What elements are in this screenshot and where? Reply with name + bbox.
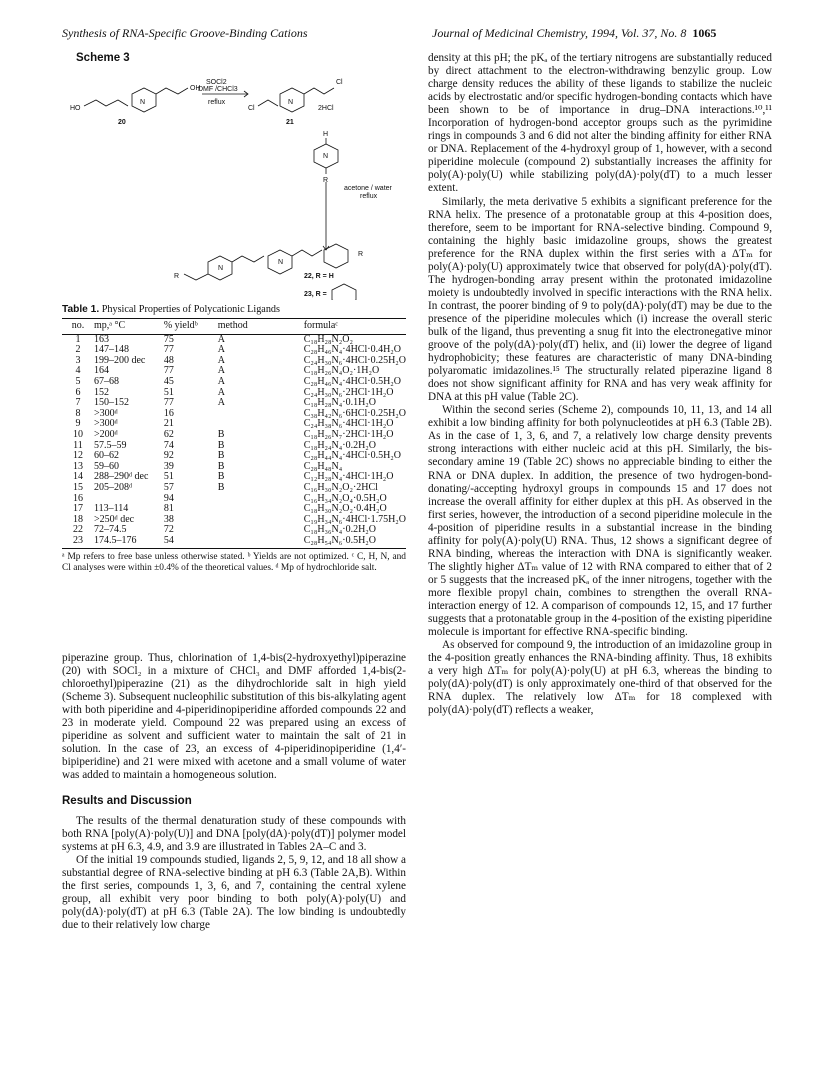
cell-method: B (217, 450, 225, 462)
properties-table (62, 318, 406, 549)
cell-method (218, 419, 274, 430)
cell-formula: C₂₄H₃₀N₆·4HCl·0.25H₂O (303, 354, 406, 366)
cell-formula: C₁₆H₃₄N₂O₄·0.5H₂O (303, 492, 387, 504)
cell-formula: C₁₂H₂₈N₄·4HCl·1H₂O (303, 471, 394, 483)
ho-label: HO (70, 105, 81, 112)
compound-21-label: 21 (286, 119, 294, 126)
compound-20-label: 20 (118, 119, 126, 126)
cell-mp: 113–114 (93, 503, 129, 515)
cell-method: A (217, 386, 225, 398)
cell-yield: 72 (163, 524, 174, 536)
cl-label-right: Cl (336, 79, 343, 86)
cell-no: 22 (72, 524, 83, 536)
cell-no: 15 (72, 481, 83, 493)
col-header-formula: formulaᶜ (274, 319, 406, 335)
cell-mp: 150–152 (93, 397, 129, 409)
cell-method: B (217, 428, 225, 440)
section-heading: Results and Discussion (62, 795, 192, 808)
cell-formula: C₂₄H₃₀N₆·2HCl·1H₂O (303, 386, 394, 398)
cell-no: 23 (62, 536, 94, 549)
n-label-20a: N (140, 99, 146, 106)
cell-method: A (217, 365, 225, 377)
paragraph: The results of the thermal denaturation study of these compounds with both RNA [poly(A)·poly(U)] and DNA [poly(dA)·poly(dT)] polymer model systems at pH 6.3, 4.9, and 3.9 are illustrated in Tables 2A–C and 3. (62, 814, 406, 853)
cell-formula: C₂₈H₄₄N₄·4HCl·0.5H₂O (303, 450, 401, 462)
cell-yield: 74 (163, 439, 174, 451)
reagent-dmf-chcl3: DMF /CHCl3 (198, 86, 238, 93)
cell-formula: C₁₈H₂₆N₄O₂·1H₂O (303, 365, 380, 377)
col-header-mp: mp,ᵃ °C (94, 319, 164, 335)
cell-formula: C₁₈H₂₈N₄·0.1H₂O (303, 397, 376, 409)
paragraph: As observed for compound 9, the introduction of an imidazoline group in the 4-position greatly enhances the RNA-binding affinity. Thus, 18 exhibits a very high ΔTₘ for poly(A)·poly(U) at pH 6.3, whereas the binding to poly(dA)·poly(dT) is only approximately one-third of that observed for the RNA duplex. The relatively low ΔTₘ for 18 complexed with poly(dA)·poly(dT) reflects a weaker, (428, 639, 772, 717)
table-body (62, 334, 406, 549)
table-title: Physical Properties of Polycationic Ligands (101, 304, 280, 315)
cell-formula: C₂₈H₄₆N₄·4HCl·0.4H₂O (303, 344, 401, 356)
paragraph: Within the second series (Scheme 2), compounds 10, 11, 13, and 14 all exhibit a low binding affinity for both polynucleotides at pH 6.3 (Table 2B). As in the case of 1, 3, 6, and 7, a relatively low charge density prevents strong interactions with either nucleic acid at this pH. Similarly, the bis-secondary amine 19 (Table 2C) shows no appreciable binding to either the RNA or DNA duplex. In addition, the presence of two hydrogen-bond-donating/-accepting hydroxyl groups in compounds 15 and 17 does not increase the overall affinity for either duplex at this pH. As observed in the first series, however, the introduction of a second piperidine molecule in the 4-position of piperidine results in a substantial increase in the binding affinity for poly(A)·poly(U) RNA. Thus, 12 shows a significant degree of RNA binding, whereas the interaction with DNA is significantly weaker. The slightly higher ΔTₘ value of 12 with RNA compared to either that of 2 or 5 suggests that the increased pKₐ of the inner nitrogens, together with the more flexible propyl chain, combines to strengthen the overall RNA-interaction energy of 12. A comparison of compounds 12, 15, and 17 further suggests that a protonatable group in the 4-position of the existing piperidine molecule is important for effective RNA-specific binding. (428, 404, 772, 639)
cell-no: 3 (75, 354, 81, 366)
cell-formula: C₁₆H₃₀N₂O₂·2HCl (303, 481, 378, 493)
scheme-title: Scheme 3 (76, 52, 130, 64)
cell-yield: 75 (163, 333, 174, 345)
cell-mp: 205–208ᵈ (93, 481, 133, 493)
cell-method: A (217, 375, 225, 387)
reagent-reflux-2: reflux (360, 193, 378, 200)
running-header-journal (432, 26, 716, 41)
col-header-yield: % yieldᵇ (164, 319, 218, 335)
cell-method: A (217, 397, 225, 409)
cell-method: A (217, 333, 225, 345)
cell-no: 7 (75, 397, 81, 409)
reagent-socl2: SOCl2 (206, 79, 227, 86)
cell-formula: C₁₈H₃₆N₄·0.2H₂O (303, 524, 376, 536)
n-label-reagent: N (323, 153, 329, 160)
cell-formula: C₂₄H₃₈N₆·4HCl·1H₂O (303, 418, 394, 430)
cell-mp: >300ᵈ (93, 407, 118, 419)
cell-no: 16 (72, 492, 83, 504)
paragraph: density at this pH; the pKₐ of the tertiary nitrogens are substantially reduced by direct attachment to the electron-withdrawing benzylic group. Low charge density reduces the ability of these ligands to stabilize the nucleic acids by electrostatic and/or specific hydrogen-bonding contacts which have been shown to be of importance in drug–DNA interactions.¹⁰,¹¹ Incorporation of hydrogen-bond acceptor groups such as the pyrimidine rings in compounds 3 and 6 did not alter the binding affinity for either RNA or DNA. Replacement of the 4-hydroxyl group of 1, however, with a second piperidine molecule (compound 2) substantially increases the affinity for poly(A)·poly(U) while stabilizing poly(dA)·poly(dT) to a much lesser extent. (428, 52, 772, 195)
cell-no: 13 (72, 460, 83, 472)
table-row (62, 536, 406, 549)
running-header-title: Synthesis of RNA-Specific Groove-Binding Cations (62, 26, 308, 40)
cell-yield: 48 (163, 354, 174, 366)
cell-no: 12 (72, 450, 83, 462)
cell-yield: 57 (163, 481, 174, 493)
table-header-row (62, 319, 406, 335)
left-column (62, 652, 406, 932)
cell-yield: 94 (163, 492, 174, 504)
table-caption (62, 304, 406, 315)
cell-mp: 164 (93, 365, 109, 377)
salt-label: 2HCl (318, 105, 334, 112)
cell-formula: C₂₈H₄₈N₄ (303, 460, 343, 472)
cell-method (218, 494, 274, 505)
cell-yield: 38 (163, 513, 174, 525)
cell-method: B (217, 481, 225, 493)
cell-mp: 67–68 (93, 375, 119, 387)
r-label-left: R (174, 273, 180, 280)
cell-yield: 39 (163, 460, 174, 472)
cell-yield: 51 (163, 471, 174, 483)
reagent-reflux: reflux (208, 99, 226, 106)
table-footnote: ᵃ Mp refers to free base unless otherwise stated. ᵇ Yields are not optimized. ᶜ C, H, N, and Cl analyses were within ±0.4% of the theoretical values. ᵈ Mp of hydrochloride salt. (62, 552, 406, 573)
table-row (62, 430, 406, 441)
h-label: H (323, 131, 329, 138)
cell-yield: 51 (163, 386, 174, 398)
compound-22-label: 22, R = H (304, 273, 334, 280)
cell-yield: 45 (163, 375, 174, 387)
cell-no: 9 (75, 418, 81, 430)
cell-no: 8 (75, 407, 81, 419)
page-number: 1065 (692, 26, 717, 40)
oh-label: OH (190, 85, 201, 92)
cell-formula: C₁₈H₂₄N₄·0.2H₂O (303, 439, 376, 451)
cell-formula: C₁₈H₂₈N₂O₂ (303, 333, 353, 345)
cell-no: 17 (72, 503, 83, 515)
cell-yield: 77 (163, 397, 174, 409)
reagent-acetone-water: acetone / water (344, 185, 392, 192)
paragraph: Similarly, the meta derivative 5 exhibits a significant preference for the RNA helix. The presence of a protonatable group at this 4-position does, therefore, seem to be important for RNA-selective binding. Compound 9, containing the highly basic imidazoline groups, shows the greatest preference for the RNA duplex within the first series with a ΔTₘ for poly(A)·poly(U) approximately twice that observed for poly(dA)·poly(dT). The hydrogen-bonding array present within the protonated imidazoline moiety is undoubtedly involved in specific interactions with the RNA helix. In contrast, the poorer binding of 9 to poly(dA)·poly(dT) may be due to the presence of the piperidine molecules which (i) increase the overall steric bulk of the ligand, thus preventing a snug fit into the electronegative minor groove of the poly(dA)·poly(dT) helix, and (ii) lower the degree of ligand hydrophobicity; these features are characteristic of many DNA-binding polyaromatic imidazolines.¹⁵ The structurally related piperazine ligand 8 does not show significant affinity for RNA and has very weak affinity for DNA at this pH value (Table 2C). (428, 195, 772, 404)
cell-no: 5 (75, 375, 81, 387)
cell-formula: C₃₈H₄₂N₆·6HCl·0.25H₂O (303, 407, 406, 419)
table-row (62, 483, 406, 494)
cell-no: 2 (75, 344, 81, 356)
cell-method (218, 409, 274, 420)
col-header-method: method (218, 319, 274, 335)
cell-formula: C₁₈H₂₆N₇·2HCl·1H₂O (303, 428, 394, 440)
cl-label-left: Cl (248, 105, 255, 112)
compound-23-label: 23, R = (304, 291, 327, 298)
cell-mp: 147–148 (93, 344, 129, 356)
cell-mp: 288–290ᵈ dec (93, 471, 149, 483)
cell-no: 14 (72, 471, 83, 483)
cell-formula: C₂₈H₅₄N₆·0.5H₂O (274, 536, 406, 549)
cell-yield: 77 (163, 365, 174, 377)
table-row (62, 377, 406, 388)
cell-no: 18 (72, 513, 83, 525)
cell-method (218, 525, 274, 536)
r-label-reagent: R (323, 177, 329, 184)
cell-mp: >300ᵈ (93, 418, 118, 430)
cell-yield: 62 (163, 428, 174, 440)
cell-mp: 152 (93, 386, 109, 398)
cell-method: B (217, 471, 225, 483)
cell-mp: >250ᵈ dec (93, 513, 135, 525)
n-label-p1: N (218, 265, 224, 272)
cell-method: A (217, 344, 225, 356)
cell-method: A (217, 354, 225, 366)
cell-no: 1 (75, 333, 81, 345)
cell-mp: 72–74.5 (93, 524, 127, 536)
cell-method: B (217, 460, 225, 472)
r-label-right: R (358, 251, 364, 258)
cell-no: 10 (72, 428, 83, 440)
cell-method (218, 504, 274, 515)
cell-no: 4 (75, 365, 81, 377)
cell-method: B (217, 439, 225, 451)
cell-formula: C₁₉H₃₄N₆·4HCl·1.75H₂O (303, 513, 406, 525)
cell-yield: 54 (164, 536, 218, 549)
cell-mp: 163 (93, 333, 109, 345)
cell-mp: 59–60 (93, 460, 119, 472)
n-label-p2: N (278, 259, 284, 266)
cell-mp: 199–200 dec (93, 354, 146, 366)
paragraph: Of the initial 19 compounds studied, ligands 2, 5, 9, 12, and 18 all show a substantial degree of RNA-selective binding at pH 6.3 (Table 2A,B). Within the first series, compounds 1, 3, 6, and 7, containing the central xylene group, all exhibit very poor binding to both poly(A)·poly(U) and poly(dA)·poly(dT) at pH 6.3 (Table 2A). The low binding is undoubtedly due to their relatively low charge (62, 853, 406, 931)
journal-citation: Journal of Medicinal Chemistry, 1994, Vol. 37, No. 8 (432, 26, 687, 40)
cell-yield: 92 (163, 450, 174, 462)
cell-yield: 21 (163, 418, 174, 430)
right-column (428, 52, 772, 717)
cell-no: 6 (75, 386, 81, 398)
cell-yield: 81 (163, 503, 174, 515)
col-header-no: no. (62, 319, 94, 335)
cell-method (218, 536, 274, 549)
cell-yield: 77 (163, 344, 174, 356)
cell-formula: C₂₈H₄₆N₄·4HCl·0.5H₂O (303, 375, 401, 387)
n-label-21: N (288, 99, 294, 106)
cell-formula: C₁₈H₃₀N₂O₂·0.4H₂O (303, 503, 387, 515)
cell-mp: 60–62 (93, 450, 119, 462)
table-label: Table 1. (62, 304, 100, 315)
cell-mp: >200ᵈ (93, 428, 118, 440)
cell-yield: 16 (163, 407, 174, 419)
paragraph: piperazine group. Thus, chlorination of 1,4-bis(2-hydroxyethyl)piperazine (20) with SOCl₂ in a mixture of CHCl₃ and DMF afforded 1,4-bis(2-chloroethyl)piperazine (21) as the dihydrochloride salt in high yield (Scheme 3). Subsequent nucleophilic substitution of this bis-alkylating agent with both piperidine and 4-piperidinopiperidine afforded compounds 22 and 23 in moderate yield. Compound 22 was prepared using an excess of piperidine as solvent and sufficient water to maintain the salt of 21 in solution. In the case of 23, an excess of 4-piperidinopiperidine (1,4′-bipiperidine) and 21 were mixed with acetone and a small volume of water was added to maintain a homogeneous solution. (62, 652, 406, 782)
cell-mp: 174.5–176 (94, 536, 164, 549)
reaction-scheme (62, 64, 406, 300)
cell-no: 11 (73, 439, 83, 451)
cell-mp: 57.5–59 (93, 439, 127, 451)
cell-method (218, 515, 274, 526)
